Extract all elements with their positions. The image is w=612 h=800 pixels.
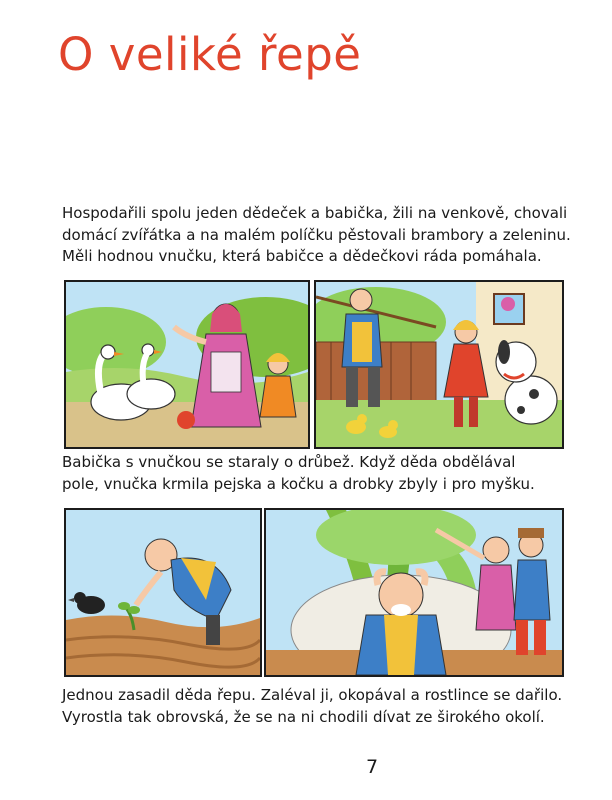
illustration-giant-turnip [264,508,564,677]
text-line: Babička s vnučkou se staraly o drůbež. Když děda obdělával [62,453,516,471]
text-line: Jednou zasadil děda řepu. Zaléval ji, okopával a rostlince se dařilo. [62,686,563,704]
page-number: 7 [366,756,379,778]
paragraph-intro [62,203,571,268]
text-line: domácí zvířátka a na malém políčku pěstovali brambory a zeleninu. [62,225,571,244]
illustration-grandfather-dog [314,280,564,449]
paragraph-poultry [62,452,562,495]
page-title: O veliké řepě [58,28,362,81]
text-line: Hospodařili spolu jeden dědeček a babička, žili na venkově, chovali [62,204,568,222]
text-line: Měli hodnou vnučku, která babičce a dědečkovi ráda pomáhala. [62,247,542,265]
illustration-planting-turnip [64,508,262,677]
illustration-grandmother-geese [64,280,310,449]
text-line: Vyrostla tak obrovská, že se na ni chodili dívat ze širokého okolí. [62,707,545,726]
paragraph-turnip [62,685,562,728]
text-line: pole, vnučka krmila pejska a kočku a drobky zbyly i pro myšku. [62,474,535,493]
